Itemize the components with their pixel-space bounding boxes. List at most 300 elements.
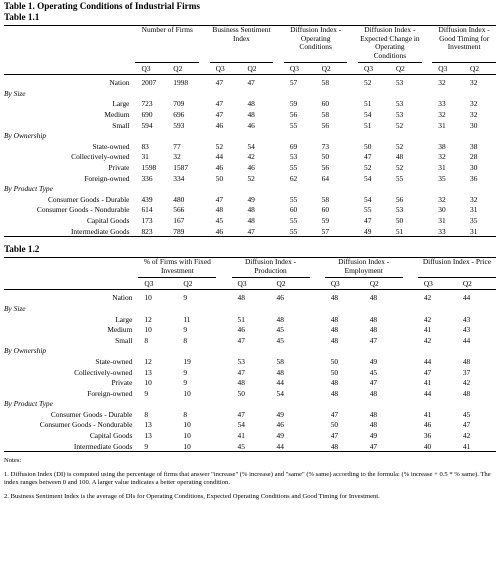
- table-cell: 614: [141, 205, 153, 215]
- table-cell: 48: [247, 205, 255, 215]
- table-cell: 44: [276, 378, 284, 388]
- table-cell: 35: [470, 216, 478, 226]
- row-label: Consumer Goods - Durable: [47, 194, 130, 204]
- table-cell: 13: [144, 420, 152, 430]
- table-row: [4, 335, 496, 346]
- table-cell: 723: [141, 99, 153, 109]
- table-cell: 51: [237, 314, 245, 324]
- table-row: [4, 409, 496, 420]
- table-1-2-title: Table 1.2: [4, 244, 40, 255]
- table-cell: 480: [173, 194, 185, 204]
- column-group-header: % of Firms with Fixed Investment: [138, 258, 216, 278]
- table-cell: 48: [369, 314, 378, 324]
- table-row: [4, 441, 496, 452]
- table-cell: 53: [289, 152, 298, 162]
- table-cell: 48: [215, 205, 224, 215]
- row-label: Foreign-owned: [87, 388, 133, 398]
- table-cell: 31: [470, 205, 478, 215]
- table-cell: 566: [173, 205, 185, 215]
- table-cell: 49: [276, 431, 284, 441]
- table-cell: 13: [144, 367, 152, 377]
- table-cell: 48: [369, 293, 378, 303]
- table-cell: 40: [423, 441, 432, 451]
- column-group-header: Number of Firms: [135, 26, 199, 63]
- table-cell: 53: [395, 99, 404, 109]
- table-cell: 50: [364, 141, 372, 151]
- table-row: [4, 419, 496, 430]
- table-cell: 55: [289, 194, 298, 204]
- table-cell: 49: [364, 226, 372, 236]
- table-cell: 54: [237, 420, 245, 430]
- table-cell: 48: [369, 420, 378, 430]
- quarter-header: Q2: [364, 278, 403, 290]
- table-cell: 52: [247, 173, 255, 183]
- table-cell: 50: [395, 216, 404, 226]
- table-cell: 48: [462, 388, 471, 398]
- table-cell: 47: [423, 367, 432, 377]
- row-label: Collectively-owned: [71, 152, 130, 162]
- table-cell: 13: [144, 431, 152, 441]
- table-cell: 33: [438, 226, 446, 236]
- table-cell: 52: [395, 141, 404, 151]
- table-cell: 593: [173, 120, 185, 130]
- table-cell: 32: [438, 152, 446, 162]
- row-label: Large: [112, 99, 130, 109]
- table-row: [4, 173, 496, 184]
- row-label: Private: [111, 378, 133, 388]
- table-cell: 77: [173, 141, 181, 151]
- quarter-header: Q3: [432, 63, 464, 75]
- note-1: 1. Diffusion Index (DI) is computed using the percentage of firms that answer "increase" (% increase) and "same" (% same) according to the formula: (% increase + 0.5 * % same). The index ranges between 0 and 100. A larger value indicates a better operating condition.: [4, 471, 491, 486]
- header-group-row: [4, 26, 496, 63]
- row-label: Capital Goods: [89, 431, 133, 441]
- table-cell: 56: [395, 194, 404, 204]
- table-cell: 48: [330, 378, 339, 388]
- table-cell: 46: [215, 120, 224, 130]
- table-cell: 690: [141, 110, 153, 120]
- table-cell: 8: [144, 335, 149, 345]
- table-cell: 10: [183, 420, 191, 430]
- table-cell: 48: [276, 314, 284, 324]
- table-cell: 336: [141, 173, 153, 183]
- quarter-header: Q2: [390, 63, 422, 75]
- table-cell: 46: [423, 420, 432, 430]
- table-cell: 1598: [141, 163, 157, 173]
- table-cell: 47: [215, 194, 224, 204]
- table-cell: 38: [470, 141, 478, 151]
- section-label: By Product Type: [4, 184, 53, 194]
- table-cell: 48: [330, 314, 339, 324]
- table-cell: 54: [364, 194, 372, 204]
- table-1-1-title: Table 1.1: [4, 12, 40, 23]
- table-row: [4, 151, 496, 162]
- table-row: [4, 430, 496, 441]
- table-cell: 48: [462, 356, 471, 366]
- row-label: State-owned: [95, 356, 133, 366]
- table-cell: 56: [321, 120, 330, 130]
- quarter-header: Q3: [418, 278, 457, 290]
- table-cell: 41: [237, 431, 245, 441]
- table-cell: 2007: [141, 78, 157, 88]
- table-cell: 49: [247, 194, 255, 204]
- table-cell: 167: [173, 216, 185, 226]
- table-cell: 33: [438, 99, 446, 109]
- section-label: By Product Type: [4, 399, 53, 409]
- table-cell: 47: [215, 78, 224, 88]
- table-cell: 11: [183, 314, 191, 324]
- table-cell: 53: [395, 205, 404, 215]
- table-cell: 10: [183, 441, 191, 451]
- table-cell: 47: [237, 335, 245, 345]
- quarter-header: Q3: [284, 63, 316, 75]
- table-cell: 54: [364, 173, 372, 183]
- table-cell: 8: [144, 409, 149, 419]
- row-label: Intermediate Goods: [73, 441, 133, 451]
- table-cell: 12: [144, 314, 152, 324]
- table-cell: 42: [247, 152, 255, 162]
- table-cell: 696: [173, 110, 185, 120]
- column-group-header: Diffusion Index - Employment: [325, 258, 403, 278]
- table-cell: 32: [173, 152, 181, 162]
- row-label: Small: [115, 335, 133, 345]
- table-cell: 50: [215, 173, 224, 183]
- table-cell: 45: [369, 367, 378, 377]
- table-cell: 31: [438, 163, 446, 173]
- table-cell: 50: [321, 152, 330, 162]
- table-cell: 31: [438, 120, 446, 130]
- table-cell: 48: [247, 216, 255, 226]
- table-cell: 55: [289, 120, 298, 130]
- table-cell: 46: [276, 293, 284, 303]
- table-cell: 48: [369, 388, 378, 398]
- row-label: Nation: [109, 78, 130, 88]
- table-cell: 58: [276, 356, 284, 366]
- quarter-header: Q3: [358, 63, 390, 75]
- row-label: Foreign-owned: [84, 173, 130, 183]
- table-cell: 12: [144, 356, 152, 366]
- table-cell: 59: [289, 99, 298, 109]
- table-cell: 47: [247, 226, 255, 236]
- notes-heading: Notes:: [4, 457, 22, 465]
- quarter-header: Q2: [271, 278, 310, 290]
- table-cell: 52: [364, 163, 372, 173]
- table-row: [4, 215, 496, 226]
- table-cell: 42: [462, 431, 471, 441]
- table-cell: 44: [423, 388, 432, 398]
- table-cell: 46: [247, 120, 255, 130]
- quarter-header: Q2: [316, 63, 348, 75]
- column-group-header: Diffusion Index - Production: [232, 258, 310, 278]
- table-cell: 1998: [173, 78, 189, 88]
- table-cell: 47: [247, 78, 255, 88]
- table-cell: 31: [438, 216, 446, 226]
- table-cell: 46: [276, 420, 284, 430]
- table-cell: 51: [364, 120, 372, 130]
- quarter-header: Q3: [325, 278, 364, 290]
- table-cell: 48: [330, 325, 339, 335]
- table-cell: 44: [276, 441, 284, 451]
- table-cell: 41: [423, 325, 432, 335]
- table-cell: 9: [183, 378, 188, 388]
- table-cell: 9: [144, 388, 149, 398]
- row-label: Consumer Goods - Durable: [50, 409, 133, 419]
- table-cell: 47: [364, 152, 372, 162]
- column-group-header: Business Sentiment Index: [210, 26, 274, 63]
- table-cell: 32: [470, 194, 478, 204]
- table-cell: 10: [183, 431, 191, 441]
- table-cell: 30: [438, 205, 446, 215]
- table-cell: 35: [438, 173, 446, 183]
- table-cell: 55: [364, 205, 372, 215]
- table-cell: 46: [237, 325, 245, 335]
- table-row: [4, 377, 496, 388]
- table-cell: 49: [369, 431, 378, 441]
- table-cell: 49: [276, 409, 284, 419]
- table-cell: 47: [369, 335, 378, 345]
- table-cell: 36: [470, 173, 478, 183]
- table-cell: 57: [321, 226, 330, 236]
- table-cell: 9: [183, 367, 188, 377]
- table-cell: 10: [144, 293, 152, 303]
- table-cell: 32: [470, 110, 478, 120]
- table-cell: 789: [173, 226, 185, 236]
- table-cell: 58: [321, 110, 330, 120]
- table-row: [4, 194, 496, 205]
- quarter-header: Q3: [135, 63, 167, 75]
- table-row: [4, 77, 496, 88]
- table-cell: 47: [330, 431, 339, 441]
- table-cell: 46: [215, 226, 224, 236]
- row-label: Large: [115, 314, 133, 324]
- table-cell: 48: [369, 409, 378, 419]
- table-cell: 52: [364, 78, 372, 88]
- row-label: Small: [112, 120, 130, 130]
- table-cell: 47: [330, 409, 339, 419]
- table-cell: 30: [470, 120, 478, 130]
- table-cell: 52: [395, 163, 404, 173]
- header-quarter-row: [4, 278, 496, 290]
- table-cell: 44: [462, 293, 471, 303]
- table-cell: 51: [395, 226, 404, 236]
- table-row: [4, 366, 496, 377]
- table-cell: 439: [141, 194, 153, 204]
- table-cell: 47: [369, 441, 378, 451]
- table-row: [4, 120, 496, 131]
- table-cell: 52: [395, 120, 404, 130]
- table-cell: 42: [423, 314, 432, 324]
- table-cell: 31: [141, 152, 149, 162]
- table-cell: 60: [321, 99, 330, 109]
- table-cell: 32: [438, 194, 446, 204]
- table-row: [4, 98, 496, 109]
- table-cell: 50: [330, 420, 339, 430]
- table-row: [4, 109, 496, 120]
- row-label: Intermediate Goods: [70, 226, 130, 236]
- table-cell: 60: [289, 205, 298, 215]
- table-cell: 46: [247, 163, 255, 173]
- table-cell: 48: [237, 378, 245, 388]
- table-cell: 44: [215, 152, 224, 162]
- row-label: Medium: [104, 110, 130, 120]
- table-cell: 57: [289, 78, 298, 88]
- table-cell: 54: [247, 141, 255, 151]
- table-cell: 48: [276, 367, 284, 377]
- table-1-2: [4, 257, 496, 453]
- table-cell: 56: [289, 110, 298, 120]
- table-1-1: [4, 25, 496, 238]
- table-cell: 32: [470, 99, 478, 109]
- table-cell: 10: [144, 378, 152, 388]
- table-cell: 69: [289, 141, 298, 151]
- table-row: [4, 356, 496, 367]
- table-cell: 38: [438, 141, 446, 151]
- table-row: [4, 388, 496, 399]
- table-cell: 173: [141, 216, 153, 226]
- table-cell: 45: [237, 441, 245, 451]
- table-cell: 43: [462, 325, 471, 335]
- table-cell: 30: [470, 163, 478, 173]
- table-cell: 47: [237, 367, 245, 377]
- table-row: [4, 226, 496, 237]
- table-cell: 50: [330, 356, 339, 366]
- table-cell: 9: [183, 293, 188, 303]
- table-cell: 31: [470, 226, 478, 236]
- quarter-header: Q3: [210, 63, 242, 75]
- table-cell: 53: [395, 110, 404, 120]
- quarter-header: Q2: [167, 63, 199, 75]
- table-cell: 9: [183, 325, 188, 335]
- section-label: By Size: [4, 88, 26, 98]
- table-cell: 56: [321, 163, 330, 173]
- table-cell: 52: [215, 141, 224, 151]
- table-cell: 44: [423, 356, 432, 366]
- table-cell: 55: [289, 226, 298, 236]
- row-label: Consumer Goods - Nondurable: [36, 205, 130, 215]
- quarter-header: Q3: [232, 278, 271, 290]
- table-row: [4, 292, 496, 303]
- row-label: Capital Goods: [86, 216, 130, 226]
- table-cell: 48: [330, 335, 339, 345]
- table-cell: 823: [141, 226, 153, 236]
- table-cell: 709: [173, 99, 185, 109]
- table-cell: 53: [237, 356, 245, 366]
- table-cell: 47: [462, 420, 471, 430]
- table-cell: 10: [183, 388, 191, 398]
- row-label: Consumer Goods - Nondurable: [39, 420, 133, 430]
- table-cell: 55: [395, 173, 404, 183]
- table-cell: 47: [364, 216, 372, 226]
- quarter-header: Q2: [241, 63, 273, 75]
- table-cell: 58: [321, 194, 330, 204]
- table-cell: 32: [438, 78, 446, 88]
- quarter-header: Q2: [457, 278, 496, 290]
- table-cell: 41: [462, 441, 471, 451]
- table-cell: 45: [462, 409, 471, 419]
- notes: [4, 457, 496, 501]
- table-cell: 43: [462, 314, 471, 324]
- table-cell: 48: [369, 325, 378, 335]
- table-cell: 48: [247, 99, 255, 109]
- table-cell: 42: [462, 378, 471, 388]
- column-group-header: Diffusion Index - Price: [418, 258, 496, 278]
- table-cell: 41: [423, 378, 432, 388]
- table-row: [4, 162, 496, 173]
- table-cell: 47: [215, 110, 224, 120]
- row-label: Collectively-owned: [74, 367, 133, 377]
- table-cell: 64: [321, 173, 330, 183]
- table-cell: 48: [237, 293, 245, 303]
- table-cell: 58: [321, 78, 330, 88]
- table-cell: 28: [470, 152, 478, 162]
- row-label: Nation: [112, 293, 133, 303]
- table-cell: 10: [144, 325, 152, 335]
- table-cell: 45: [276, 335, 284, 345]
- table-cell: 50: [237, 388, 245, 398]
- table-cell: 48: [330, 441, 339, 451]
- table-cell: 51: [364, 99, 372, 109]
- table-cell: 54: [364, 110, 372, 120]
- table-cell: 55: [289, 163, 298, 173]
- table-cell: 19: [183, 356, 191, 366]
- quarter-header: Q2: [177, 278, 216, 290]
- table-cell: 50: [330, 367, 339, 377]
- table-cell: 48: [330, 293, 339, 303]
- column-group-header: Diffusion Index - Good Timing for Investment: [432, 26, 496, 63]
- table-cell: 32: [470, 78, 478, 88]
- table-cell: 8: [183, 409, 188, 419]
- row-label: Medium: [107, 325, 133, 335]
- table-cell: 62: [289, 173, 298, 183]
- table-cell: 55: [289, 216, 298, 226]
- table-cell: 59: [321, 216, 330, 226]
- table-row: [4, 313, 496, 324]
- table-cell: 42: [423, 293, 432, 303]
- table-cell: 49: [369, 356, 378, 366]
- table-cell: 48: [247, 110, 255, 120]
- quarter-header: Q2: [464, 63, 496, 75]
- table-cell: 37: [462, 367, 471, 377]
- row-label: Private: [108, 163, 130, 173]
- table-cell: 46: [215, 163, 224, 173]
- table-cell: 48: [330, 388, 339, 398]
- column-group-header: Diffusion Index - Expected Change in Operating Conditions: [358, 26, 422, 63]
- table-cell: 47: [237, 409, 245, 419]
- table-cell: 53: [395, 78, 404, 88]
- table-row: [4, 324, 496, 335]
- table-cell: 9: [144, 441, 149, 451]
- table-cell: 45: [276, 325, 284, 335]
- table-cell: 8: [183, 335, 188, 345]
- quarter-header: Q3: [138, 278, 177, 290]
- table-cell: 1587: [173, 163, 189, 173]
- table-cell: 334: [173, 173, 185, 183]
- table-cell: 47: [215, 99, 224, 109]
- document-title: Table 1. Operating Conditions of Industrial Firms: [4, 1, 200, 11]
- row-label: State-owned: [92, 141, 130, 151]
- table-cell: 47: [369, 378, 378, 388]
- column-group-header: Diffusion Index - Operating Conditions: [284, 26, 348, 63]
- table-cell: 54: [276, 388, 284, 398]
- table-cell: 45: [215, 216, 224, 226]
- section-label: By Ownership: [4, 346, 47, 356]
- table-cell: 44: [462, 335, 471, 345]
- table-cell: 41: [423, 409, 432, 419]
- table-row: [4, 204, 496, 215]
- header-group-row: [4, 258, 496, 278]
- table-cell: 73: [321, 141, 330, 151]
- table-cell: 60: [321, 205, 330, 215]
- table-cell: 32: [438, 110, 446, 120]
